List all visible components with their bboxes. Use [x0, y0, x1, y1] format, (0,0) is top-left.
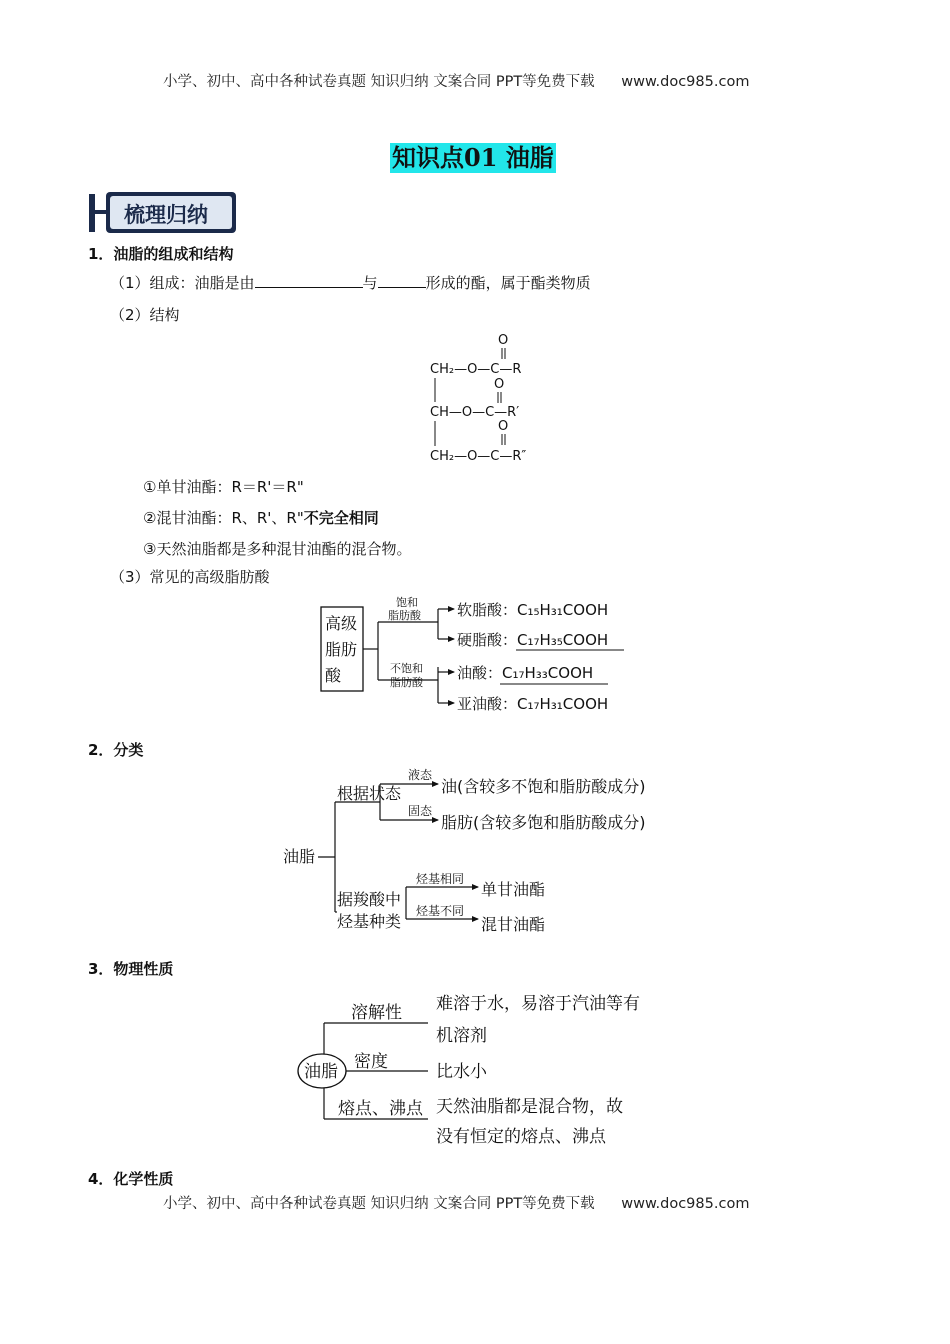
header-url[interactable]: www.doc985.com	[621, 74, 750, 90]
mixed-glyceride-class: 混甘油酯	[481, 915, 546, 934]
stearic-acid: 硬脂酸：C₁₇H₃₅COOH	[457, 631, 609, 649]
banner-label: 梳理归纳	[124, 203, 208, 227]
unsaturated-label-2: 脂肪酸	[390, 676, 423, 689]
fatty-acids-diagram	[318, 592, 648, 727]
oil-class: 油(含较多不饱和脂肪酸成分)	[441, 777, 646, 796]
unsaturated-label-1: 不饱和	[390, 662, 423, 675]
same-hydrocarbyl: 烃基相同	[416, 872, 465, 886]
mixed-glyceride	[143, 507, 379, 528]
mixed-glyceride-a: ②混甘油酯：R、R'、R"	[143, 509, 304, 527]
page-header	[163, 70, 749, 91]
density-label: 密度	[354, 1052, 388, 1072]
triglyceride-formula	[420, 328, 550, 468]
carbonyl-o-1: O	[498, 333, 509, 348]
class-by-acid-1: 据羧酸中	[337, 890, 402, 909]
blank-2[interactable]	[378, 273, 426, 288]
mixed-glyceride-b: 不完全相同	[303, 509, 379, 527]
solubility-label: 溶解性	[351, 1003, 402, 1023]
classification-diagram	[280, 762, 680, 940]
palmitic-acid: 软脂酸：C₁₅H₃₁COOH	[457, 601, 609, 619]
blank-1[interactable]	[255, 273, 363, 288]
melting-point-label: 熔点、沸点	[338, 1099, 423, 1119]
fatty-acids-label: （3）常见的高级脂肪酸	[110, 568, 270, 586]
formula-row-3: CH₂—O—C—R″	[430, 449, 527, 464]
section-4-heading: 4．化学性质	[88, 1170, 174, 1188]
class-by-acid-2: 烃基种类	[337, 912, 402, 931]
composition-text-a: （1）组成：油脂是由	[110, 274, 255, 292]
linoleic-acid: 亚油酸：C₁₇H₃₁COOH	[457, 695, 609, 713]
structure-label: （2）结构	[110, 306, 180, 324]
header-text: 小学、初中、高中各种试卷真题 知识归纳 文案合同 PPT等免费下载	[163, 74, 595, 90]
fat-class: 脂肪(含较多饱和脂肪酸成分)	[441, 813, 646, 832]
page-footer	[163, 1192, 749, 1213]
footer-url[interactable]: www.doc985.com	[621, 1196, 750, 1212]
section-banner	[88, 190, 238, 235]
saturated-label-1: 饱和	[396, 596, 418, 609]
liquid-label: 液态	[408, 768, 433, 782]
section-2-heading: 2．分类	[88, 741, 144, 759]
page-title: 知识点01 油脂	[392, 143, 554, 172]
acids-root-3: 酸	[325, 666, 342, 685]
melting-point-value-1: 天然油脂都是混合物，故	[436, 1097, 623, 1117]
composition-text-c: 形成的酯，属于酯类物质	[425, 274, 591, 292]
acids-root-1: 高级	[325, 614, 358, 633]
class-by-state: 根据状态	[337, 784, 402, 803]
density-value: 比水小	[436, 1062, 487, 1082]
section-3-heading: 3．物理性质	[88, 960, 174, 978]
melting-point-value-2: 没有恒定的熔点、沸点	[436, 1127, 606, 1147]
solid-label: 固态	[408, 804, 433, 818]
footer-text: 小学、初中、高中各种试卷真题 知识归纳 文案合同 PPT等免费下载	[163, 1196, 595, 1212]
props-root: 油脂	[304, 1062, 338, 1082]
formula-row-2: CH—O—C—R′	[430, 405, 520, 420]
composition-text-b: 与	[362, 274, 378, 292]
oleic-acid: 油酸：C₁₇H₃₃COOH	[457, 664, 594, 682]
composition-line	[110, 272, 591, 293]
class-root: 油脂	[283, 847, 316, 866]
solubility-value-1: 难溶于水，易溶于汽油等有	[436, 994, 640, 1014]
simple-glyceride: ①单甘油酯：R＝R'＝R"	[143, 478, 304, 496]
physical-properties-diagram	[296, 985, 676, 1150]
solubility-value-2: 机溶剂	[436, 1026, 487, 1046]
carbonyl-o-3: O	[498, 419, 509, 434]
carbonyl-o-2: O	[494, 377, 505, 392]
section-1-heading: 1．油脂的组成和结构	[88, 245, 234, 263]
acids-root-2: 脂肪	[325, 640, 358, 659]
natural-oils-note: ③天然油脂都是多种混甘油酯的混合物。	[143, 540, 412, 558]
diff-hydrocarbyl: 烃基不同	[416, 904, 465, 918]
simple-glyceride-class: 单甘油酯	[481, 880, 546, 899]
formula-row-1: CH₂—O—C—R	[430, 362, 522, 377]
saturated-label-2: 脂肪酸	[388, 609, 421, 622]
